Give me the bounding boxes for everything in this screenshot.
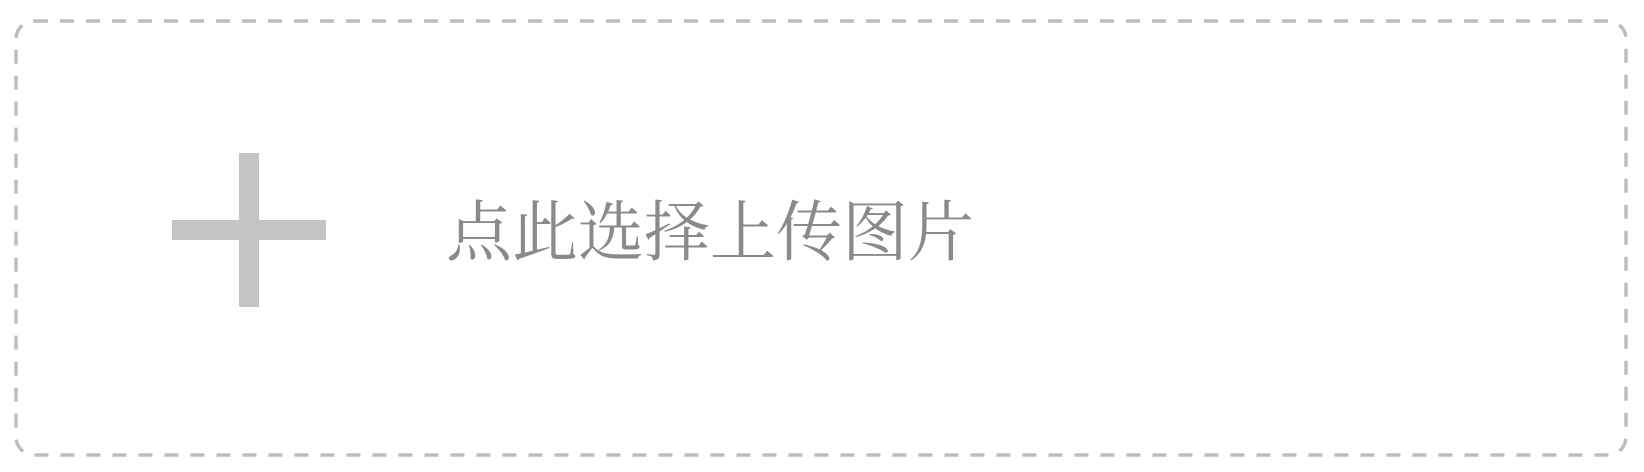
image-upload-area[interactable] (14, 19, 1628, 457)
plus-icon-vertical-bar (239, 153, 259, 307)
plus-icon[interactable] (172, 153, 326, 307)
upload-label[interactable]: 点此选择上传图片 (446, 194, 974, 271)
